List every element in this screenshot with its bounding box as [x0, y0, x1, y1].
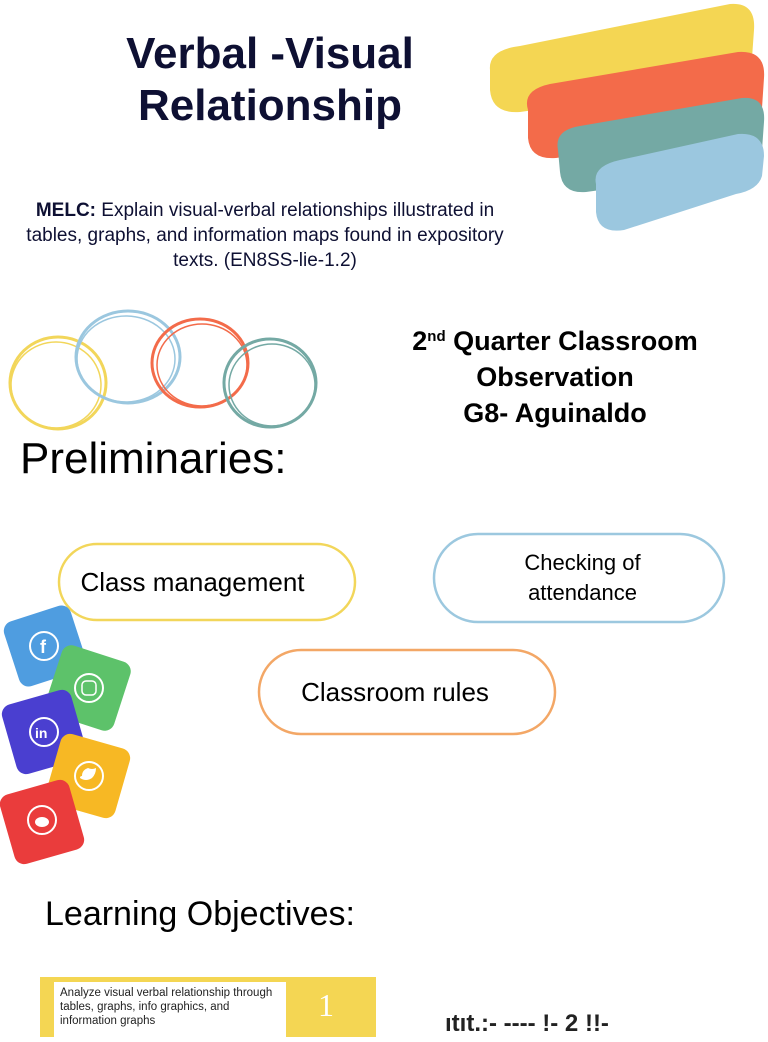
title-line-1: Verbal -Visual — [126, 29, 414, 78]
svg-text:in: in — [35, 725, 48, 741]
melc-text: Explain visual-verbal relationships illustrated in tables, graphs, and information maps found in expository texts. (EN8SS-lie-1.2) — [26, 200, 504, 271]
melc-statement — [20, 198, 510, 273]
quarter-line-1-text: Quarter Classroom — [445, 326, 698, 356]
objective-number-1: 1 — [318, 987, 334, 1023]
quarter-line-3: G8- Aguinaldo — [463, 398, 647, 428]
objective-text-1: Analyze visual verbal relationship through tables, graphs, info graphics, and information graphs — [54, 982, 286, 1042]
circles-decoration — [0, 305, 330, 435]
brush-strokes-decoration — [480, 0, 768, 240]
quarter-suffix: nd — [427, 328, 446, 345]
learning-objectives-heading: Learning Objectives: — [45, 895, 355, 933]
pill-checking-attendance — [500, 530, 665, 626]
quarter-line-1 — [370, 323, 740, 359]
pill-class-management-label: Class management — [80, 566, 305, 597]
objective-card-1 — [40, 977, 376, 1037]
pill-classroom-rules-label: Classroom rules — [301, 676, 489, 707]
title-line-2: Relationship — [137, 81, 403, 130]
svg-text:f: f — [40, 637, 46, 657]
melc-label: MELC: — [35, 200, 96, 221]
pill-checking-attendance-label: Checking of attendance — [524, 550, 641, 605]
page-title — [60, 28, 480, 132]
objective-partial-text: ıtıt.:- ---- !- 2 !!- — [445, 1010, 609, 1037]
pill-classroom-rules — [255, 646, 535, 738]
quarter-number: 2 — [412, 326, 428, 356]
quarter-line-2: Observation — [476, 362, 634, 392]
quarter-heading — [370, 323, 740, 431]
social-puzzle-decoration — [0, 600, 140, 870]
preliminaries-heading: Preliminaries: — [20, 434, 287, 483]
